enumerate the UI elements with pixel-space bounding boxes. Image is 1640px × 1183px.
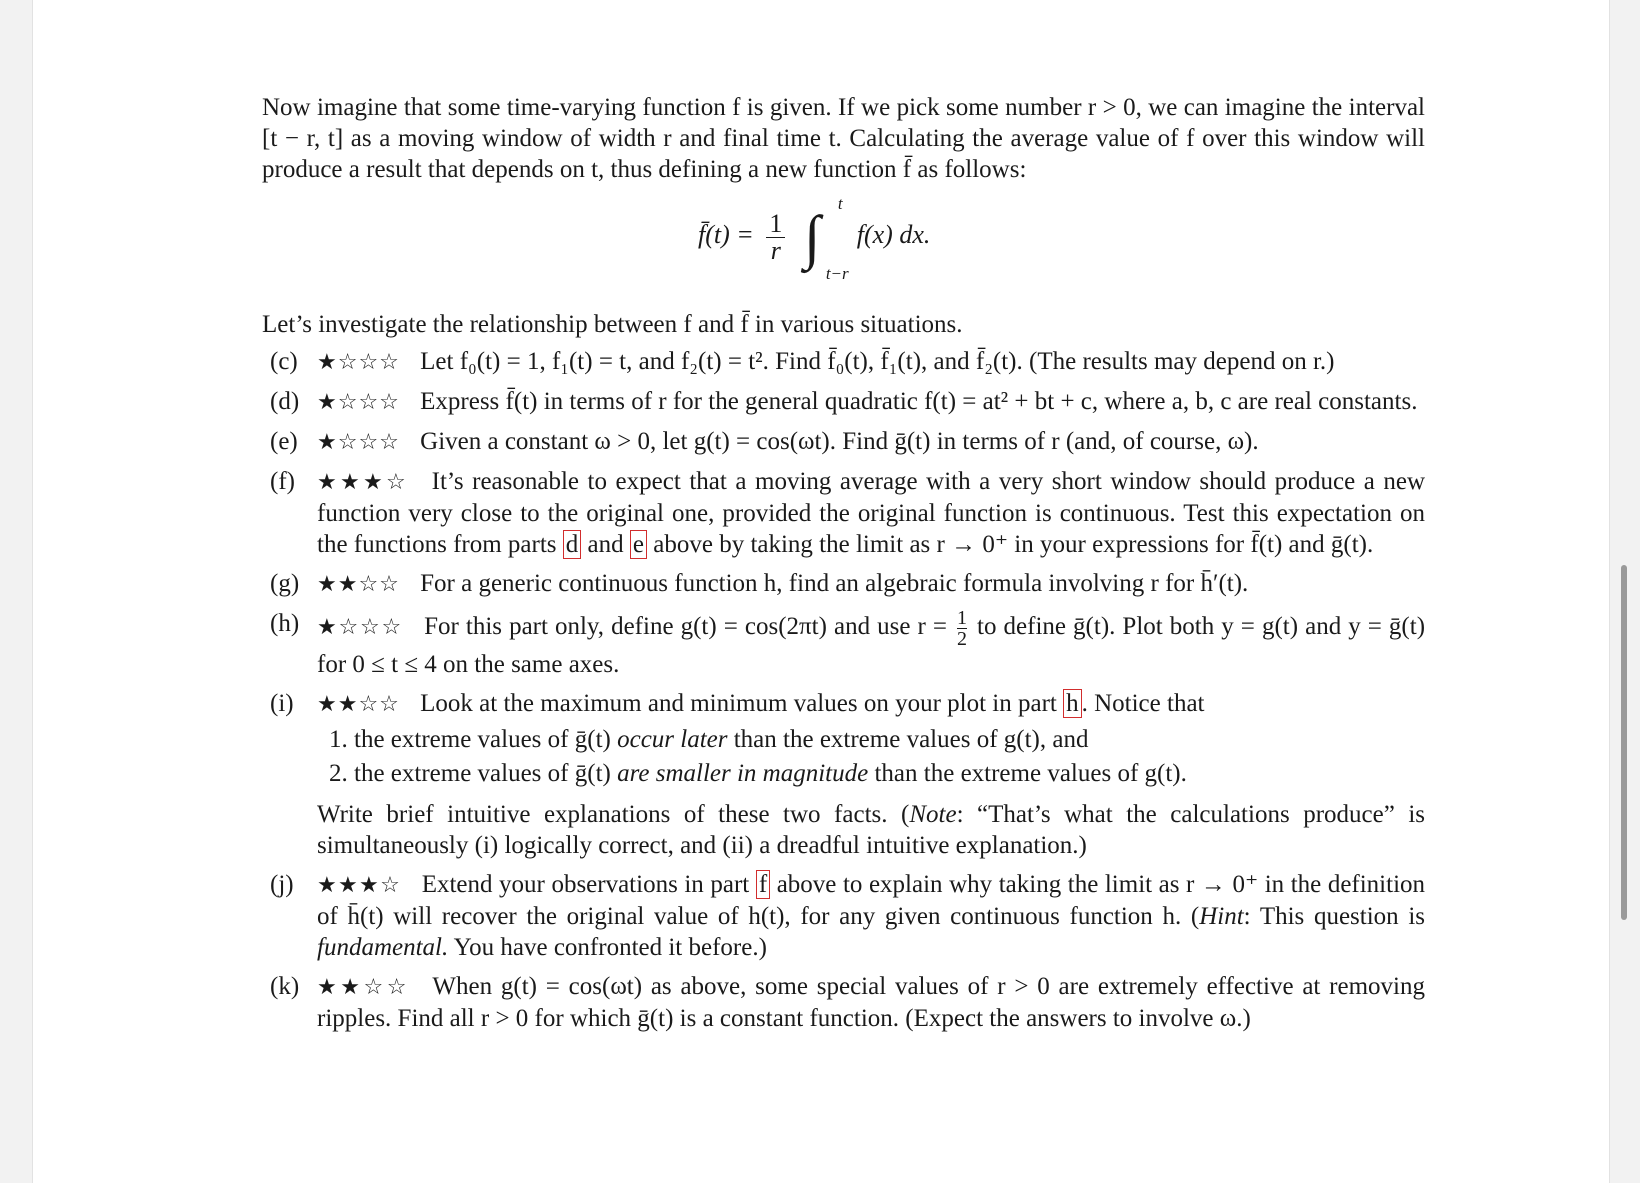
integral-upper-limit: t xyxy=(837,194,843,213)
item-text: Given a constant ω > 0, let g(t) = cos(ωt). Find ḡ(t) in terms of r (and, of course, ω). xyxy=(420,428,1259,455)
integral-sign: ∫ t t−r xyxy=(803,194,849,283)
fraction-denominator: r xyxy=(770,235,781,265)
item-text: : This question is xyxy=(1243,903,1425,930)
item-text: . Notice that xyxy=(1081,690,1205,717)
item-text: For a generic continuous function h, find an algebraic formula involving r for h̄′(t). xyxy=(420,570,1249,597)
item-text: to define ḡ(t). Plot both y = g(t) and y = ḡ(t) for 0 ≤ t ≤ 4 on the same axes. xyxy=(317,613,1426,678)
item-text: Let f₀(t) = 1, f₁(t) = t, and f₂(t) = t². Find f̄₀(t), f̄₁(t), and f̄₂(t). (The results may depend on r.) xyxy=(420,348,1335,375)
difficulty-stars: ★★☆☆ xyxy=(317,975,411,1000)
note-paragraph: Write brief intuitive explanations of these two facts. (Note: “That’s what the calculations produce” is simultaneously (i) logically correct, and (ii) a dreadful intuitive explanation.) xyxy=(317,801,1425,859)
problem-item-f xyxy=(262,466,1425,560)
item-label: (k) xyxy=(270,973,300,1000)
fraction-numerator: 1 xyxy=(766,211,785,238)
problem-item-k xyxy=(262,971,1425,1034)
difficulty-stars: ★★☆☆ xyxy=(317,572,400,597)
difficulty-stars: ★☆☆☆ xyxy=(317,430,400,455)
item-text: For this part only, define g(t) = cos(2πt) and use r = xyxy=(424,613,947,641)
sub-list xyxy=(329,724,1425,789)
hint-word: Hint xyxy=(1199,903,1244,930)
item-text: You have confronted it before.) xyxy=(453,934,767,961)
item-text: It’s reasonable to expect that a moving average with a very short window should produce a new function very close to the original one, provided the original function is continuous. Test this expectation on the functions from parts xyxy=(317,468,1426,558)
document-page xyxy=(262,92,1425,1042)
difficulty-stars: ★★★☆ xyxy=(317,873,402,898)
item-label: (i) xyxy=(270,690,294,717)
difficulty-stars: ★★☆☆ xyxy=(317,692,400,717)
problem-item-g xyxy=(262,568,1425,600)
equation-fraction xyxy=(766,208,785,265)
item-label: (g) xyxy=(270,570,300,597)
item-label: (d) xyxy=(270,388,300,415)
item-text: Extend your observations in part xyxy=(421,871,750,898)
item-text: above to explain why taking the limit as r → 0⁺ in the definition of h̄(t) will recover the original value of h(t), for any given continuous function h. ( xyxy=(317,871,1426,930)
item-label: (j) xyxy=(270,871,294,898)
left-page-margin xyxy=(0,0,33,1183)
cross-ref-link-d[interactable]: d xyxy=(563,530,582,559)
item-text: Look at the maximum and minimum values on your plot in part xyxy=(420,690,1057,717)
lead-sentence: Let’s investigate the relationship between f and f̄ in various situations. xyxy=(262,311,963,338)
inline-fraction xyxy=(957,608,967,649)
emphasis-word: fundamental. xyxy=(317,934,449,961)
fraction-denominator: 2 xyxy=(957,628,967,650)
cross-ref-link-f[interactable]: f xyxy=(756,870,770,899)
intro-paragraph: Now imagine that some time-varying function f is given. If we pick some number r > 0, we can imagine the interval [t − r, t] as a moving window of width r and final time t. Calculating the average value of f over this window will produce a result that depends on t, thus defining a new function f̄ as follows: xyxy=(262,94,1425,183)
display-equation xyxy=(262,189,1425,309)
item-text: and xyxy=(587,531,624,558)
integral-lower-limit: t−r xyxy=(825,264,849,283)
item-label: (e) xyxy=(270,428,298,455)
item-label: (c) xyxy=(270,348,298,375)
equation-integrand: f(x) dx. xyxy=(856,219,931,249)
item-text: Express f̄(t) in terms of r for the general quadratic f(t) = at² + bt + c, where a, b, c are real constants. xyxy=(420,388,1418,415)
difficulty-stars: ★☆☆☆ xyxy=(317,390,400,415)
cross-ref-link-h[interactable]: h xyxy=(1063,689,1082,718)
item-text: When g(t) = cos(ωt) as above, some special values of r > 0 are extremely effective at removing ripples. Find all r > 0 for which ḡ(t) is a constant function. (Expect the answers to involve ω.) xyxy=(317,973,1425,1032)
item-text: above by taking the limit as r → 0⁺ in your expressions for f̄(t) and ḡ(t). xyxy=(653,531,1374,558)
sub-list-item: 2. the extreme values of ḡ(t) are smaller in magnitude than the extreme values of g(t). xyxy=(329,760,1187,787)
problem-item-h xyxy=(262,608,1425,680)
problem-item-d xyxy=(262,386,1425,418)
problem-item-j xyxy=(262,869,1425,963)
item-label: (h) xyxy=(270,610,300,637)
difficulty-stars: ★☆☆☆ xyxy=(317,615,404,641)
difficulty-stars: ★★★☆ xyxy=(317,470,410,495)
problem-item-i xyxy=(262,688,1425,861)
difficulty-stars: ★☆☆☆ xyxy=(317,350,400,375)
sub-list-item: 1. the extreme values of ḡ(t) occur later than the extreme values of g(t), and xyxy=(329,726,1089,753)
cross-ref-link-e[interactable]: e xyxy=(630,530,647,559)
scrollbar-thumb[interactable] xyxy=(1621,565,1627,920)
item-label: (f) xyxy=(270,468,295,495)
problem-item-e xyxy=(262,426,1425,458)
problem-item-c xyxy=(262,346,1425,378)
equation-lhs: f̄(t) = xyxy=(698,219,754,249)
fraction-numerator: 1 xyxy=(957,607,967,629)
